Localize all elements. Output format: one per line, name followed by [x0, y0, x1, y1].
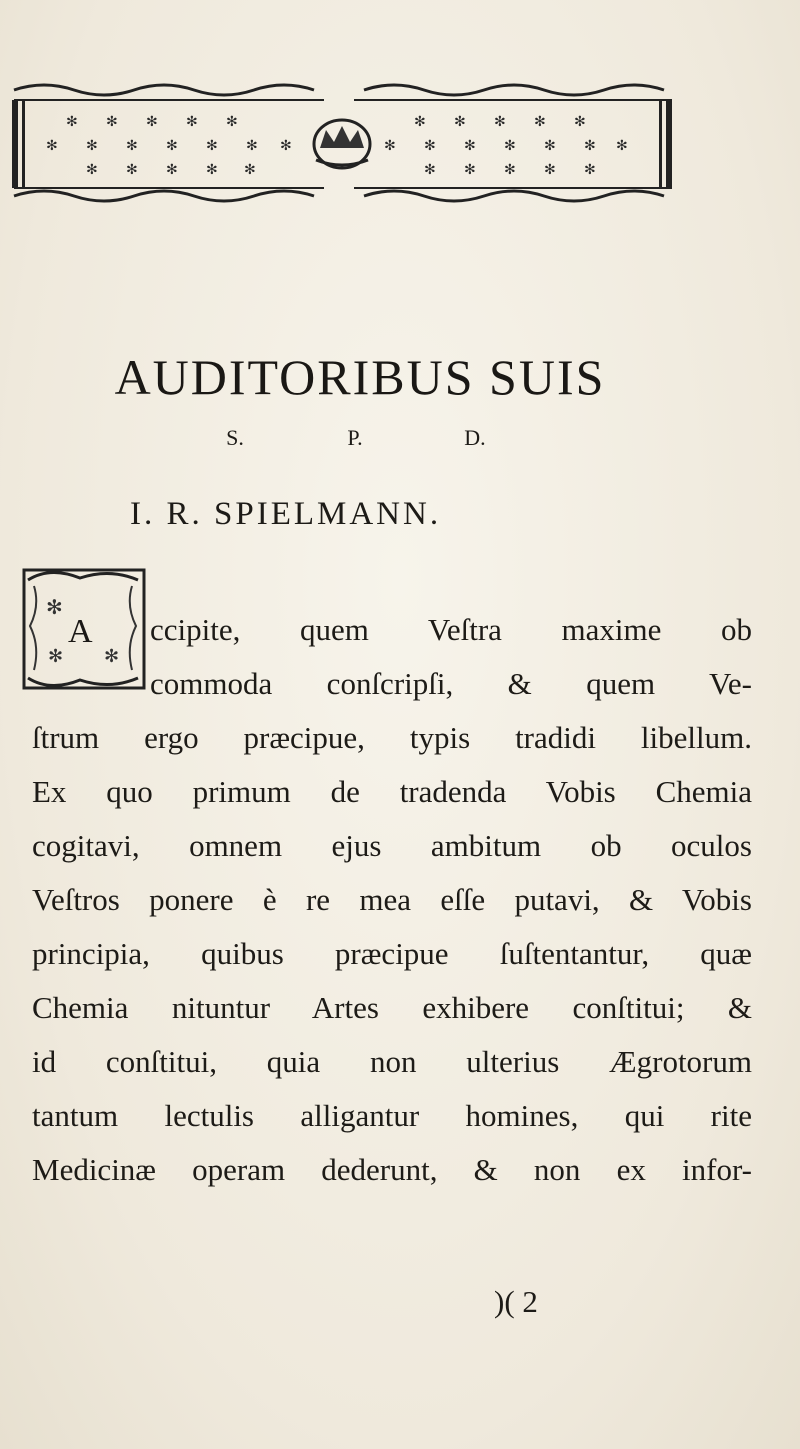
svg-text:✻: ✻	[424, 162, 436, 178]
text-line: cogitavi, omnem ejus ambitum ob oculos	[32, 828, 752, 863]
text-line: Medicinæ operam dederunt, & non ex infor-	[32, 1152, 752, 1187]
svg-text:✻: ✻	[454, 114, 466, 130]
svg-text:✻: ✻	[424, 138, 436, 154]
salutation-s: S.	[226, 425, 244, 450]
svg-text:✻: ✻	[166, 162, 178, 178]
svg-text:✻: ✻	[544, 138, 556, 154]
svg-text:✻: ✻	[246, 138, 258, 154]
svg-text:✻: ✻	[146, 114, 158, 130]
body-text	[32, 603, 752, 1197]
svg-text:✻: ✻	[46, 595, 63, 619]
svg-text:✻: ✻	[126, 162, 138, 178]
salutation-p: P.	[347, 425, 363, 450]
author-name: I. R. SPIELMANN.	[130, 496, 442, 532]
text-line: Ex quo primum de tradenda Vobis Chemia	[32, 774, 752, 809]
svg-text:✻: ✻	[86, 162, 98, 178]
svg-text:✻: ✻	[104, 646, 120, 667]
svg-text:✻: ✻	[244, 162, 256, 178]
text-line: Veſtros ponere è re mea eſſe putavi, & Vobis	[32, 882, 752, 917]
initial-letter: A	[68, 613, 93, 650]
svg-text:✻: ✻	[226, 114, 238, 130]
svg-text:✻: ✻	[494, 114, 506, 130]
svg-text:✻: ✻	[66, 114, 78, 130]
svg-text:✻: ✻	[464, 138, 476, 154]
svg-text:✻: ✻	[126, 138, 138, 154]
text-line: ccipite, quem Veſtra maxime ob	[150, 612, 752, 647]
svg-text:✻: ✻	[544, 162, 556, 178]
text-line: tantum lectulis alligantur homines, qui rite	[32, 1098, 752, 1133]
svg-text:✻: ✻	[584, 162, 596, 178]
svg-text:✻: ✻	[48, 646, 64, 667]
svg-text:✻: ✻	[616, 138, 628, 154]
text-line: ſtrum ergo præcipue, typis tradidi libellum.	[32, 720, 752, 755]
svg-text:✻: ✻	[186, 114, 198, 130]
svg-text:✻: ✻	[504, 162, 516, 178]
svg-text:✻: ✻	[206, 138, 218, 154]
svg-text:✻: ✻	[534, 114, 546, 130]
salutation-d: D.	[464, 425, 486, 450]
svg-text:✻: ✻	[384, 138, 396, 154]
signature-mark: )( 2	[494, 1284, 538, 1319]
text-line: id conſtitui, quia non ulterius Ægrotorum	[32, 1044, 752, 1079]
text-line: principia, quibus præcipue ſuſtentantur, quæ	[32, 936, 752, 971]
svg-text:✻: ✻	[574, 114, 586, 130]
text-line: Chemia nituntur Artes exhibere conſtitui; &	[32, 990, 752, 1025]
svg-text:✻: ✻	[280, 138, 292, 154]
svg-text:✻: ✻	[504, 138, 516, 154]
svg-text:✻: ✻	[206, 162, 218, 178]
svg-text:✻: ✻	[86, 138, 98, 154]
page-title: AUDITORIBUS SUIS	[114, 349, 606, 405]
svg-text:✻: ✻	[584, 138, 596, 154]
svg-text:✻: ✻	[106, 114, 118, 130]
svg-text:✻: ✻	[46, 138, 58, 154]
svg-text:✻: ✻	[464, 162, 476, 178]
salutation	[195, 425, 515, 451]
svg-text:✻: ✻	[166, 138, 178, 154]
text-line: commoda conſcripſi, & quem Ve-	[150, 666, 752, 701]
ornamental-headpiece-icon	[4, 78, 680, 210]
svg-text:✻: ✻	[414, 114, 426, 130]
